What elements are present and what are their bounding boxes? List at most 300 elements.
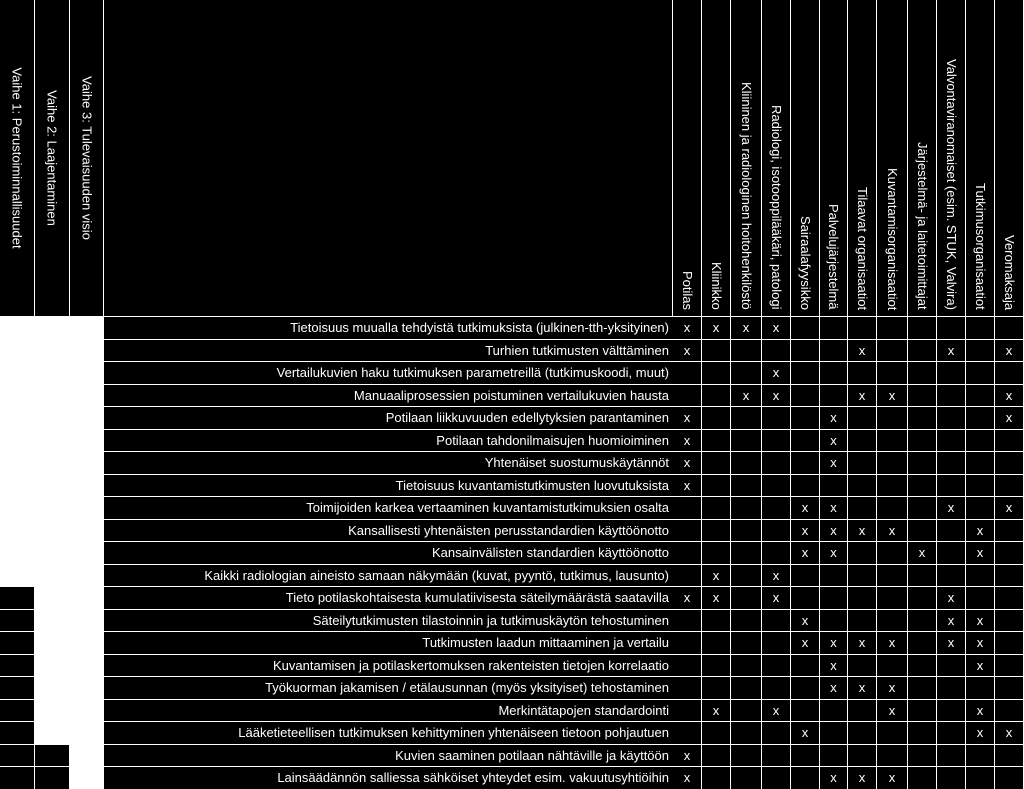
benefit-label: Kaikki radiologian aineisto samaan näkymään (kuvat, pyyntö, tutkimus, lausunto) [104,564,673,586]
matrix-cell [702,496,731,519]
phase-marker-2 [0,631,35,654]
matrix-cell [995,519,1024,541]
matrix-cell [937,766,966,789]
matrix-cell [791,406,820,429]
matrix-cell [673,699,702,721]
matrix-cell [848,541,877,564]
matrix-cell [762,609,791,631]
stakeholder-header-3 [731,0,762,316]
matrix-cell [966,316,995,339]
matrix-cell [908,429,937,451]
matrix-cell [791,316,820,339]
matrix-cell: x [731,384,762,406]
matrix-cell [908,339,937,361]
matrix-cell [731,654,762,676]
matrix-cell [731,406,762,429]
matrix-cell [731,429,762,451]
matrix-cell [731,496,762,519]
matrix-cell [762,676,791,699]
matrix-cell [937,361,966,384]
matrix-cell [877,316,908,339]
benefit-label: Lääketieteellisen tutkimuksen kehittyminen yhtenäiseen tietoon pohjautuen [104,721,673,744]
matrix-cell [820,384,848,406]
matrix-cell [702,631,731,654]
matrix-cell [702,406,731,429]
matrix-cell: x [673,474,702,496]
matrix-cell [731,699,762,721]
matrix-cell [877,654,908,676]
matrix-cell [908,699,937,721]
matrix-cell [995,586,1024,609]
matrix-cell [995,564,1024,586]
matrix-cell [966,766,995,789]
matrix-cell: x [673,586,702,609]
matrix-cell: x [762,384,791,406]
matrix-cell [877,586,908,609]
matrix-cell: x [848,339,877,361]
benefit-header-blank [104,0,673,316]
matrix-cell [791,474,820,496]
stakeholder-header-11 [966,0,995,316]
matrix-cell [937,654,966,676]
matrix-cell [877,339,908,361]
matrix-cell: x [673,406,702,429]
stakeholder-header-label: Kuvantamisorganisaatiot [884,168,900,311]
matrix-cell [702,609,731,631]
matrix-cell [908,474,937,496]
matrix-cell [908,654,937,676]
matrix-cell: x [791,519,820,541]
matrix-cell: x [966,721,995,744]
benefit-label: Yhtenäiset suostumuskäytännöt [104,451,673,474]
matrix-cell [762,451,791,474]
benefit-label: Tietoisuus muualla tehdyistä tutkimuksista (julkinen-tth-yksityinen) [104,316,673,339]
matrix-cell [908,451,937,474]
matrix-cell: x [966,654,995,676]
matrix-cell [731,609,762,631]
matrix-cell [791,429,820,451]
benefit-label: Kuvien saaminen potilaan nähtäville ja käyttöön [104,744,673,766]
benefit-label: Tieto potilaskohtaisesta kumulatiivisesta säteilymäärästä saatavilla [104,586,673,609]
matrix-cell: x [702,316,731,339]
matrix-cell [820,586,848,609]
matrix-cell: x [848,676,877,699]
matrix-cell [995,541,1024,564]
phase-marker-2 [0,676,35,699]
phase-header-2-label: Vaihe 2: Laajentaminen [44,90,60,226]
matrix-cell: x [937,586,966,609]
matrix-cell [702,361,731,384]
matrix-cell [966,676,995,699]
stakeholder-header-6 [820,0,848,316]
matrix-cell [908,316,937,339]
matrix-cell [820,721,848,744]
matrix-cell: x [995,496,1024,519]
matrix-cell [702,429,731,451]
benefit-label: Potilaan liikkuvuuden edellytyksien parantaminen [104,406,673,429]
matrix-cell [908,609,937,631]
matrix-cell [937,451,966,474]
matrix-cell [820,744,848,766]
phase-marker-2 [0,654,35,676]
matrix-cell [848,654,877,676]
matrix-cell: x [791,631,820,654]
matrix-cell [673,721,702,744]
matrix-cell: x [966,609,995,631]
matrix-cell [877,406,908,429]
matrix-cell [673,654,702,676]
phase-header-3-label: Vaihe 3: Tulevaisuuden visio [79,76,94,240]
matrix-cell [877,609,908,631]
matrix-cell: x [702,699,731,721]
matrix-cell [908,496,937,519]
matrix-cell: x [791,721,820,744]
matrix-cell [702,451,731,474]
matrix-cell: x [877,519,908,541]
matrix-cell [995,676,1024,699]
matrix-cell [966,451,995,474]
matrix-cell [702,384,731,406]
matrix-cell [791,699,820,721]
matrix-cell [937,744,966,766]
matrix-cell: x [820,451,848,474]
matrix-cell [877,451,908,474]
matrix-cell: x [877,766,908,789]
matrix-cell: x [877,676,908,699]
matrix-cell [791,361,820,384]
matrix-cell [848,429,877,451]
matrix-cell [995,631,1024,654]
stakeholder-header-label: Potilas [679,271,695,311]
matrix-cell [877,496,908,519]
phase-marker-3 [0,744,35,766]
stakeholder-header-label: Kliinikko [708,262,724,310]
matrix-cell: x [908,541,937,564]
matrix-cell [966,406,995,429]
matrix-cell: x [762,316,791,339]
matrix-cell [702,676,731,699]
matrix-cell [673,541,702,564]
matrix-cell [877,474,908,496]
matrix-cell [937,384,966,406]
matrix-cell [791,586,820,609]
matrix-cell [731,586,762,609]
benefit-label: Toimijoiden karkea vertaaminen kuvantamistutkimuksien osalta [104,496,673,519]
matrix-cell: x [966,519,995,541]
matrix-cell [937,316,966,339]
benefit-label: Vertailukuvien haku tutkimuksen parametreillä (tutkimuskoodi, muut) [104,361,673,384]
matrix-cell [820,361,848,384]
stakeholder-header-label: Palvelujärjestelmä [826,204,841,310]
matrix-cell [995,316,1024,339]
matrix-cell [937,541,966,564]
matrix-cell [731,519,762,541]
matrix-cell [937,429,966,451]
matrix-cell [908,766,937,789]
matrix-cell [966,339,995,361]
matrix-cell: x [702,564,731,586]
stakeholder-header-label: Valvontaviranomaiset (esim. STUK, Valvira) [943,59,959,310]
phase-marker-2 [0,721,35,744]
matrix-cell [762,631,791,654]
matrix-cell [995,744,1024,766]
matrix-cell [937,676,966,699]
matrix-cell: x [848,384,877,406]
matrix-cell: x [673,339,702,361]
matrix-cell [820,699,848,721]
matrix-cell: x [762,564,791,586]
matrix-cell [966,361,995,384]
benefit-label: Kansainvälisten standardien käyttöönotto [104,541,673,564]
matrix-cell: x [877,631,908,654]
matrix-cell [908,631,937,654]
stakeholder-header-8 [877,0,908,316]
matrix-cell [995,429,1024,451]
matrix-cell: x [820,429,848,451]
benefit-label: Merkintätapojen standardointi [104,699,673,721]
matrix-cell: x [820,519,848,541]
matrix-cell [820,609,848,631]
matrix-cell [937,564,966,586]
matrix-cell [702,744,731,766]
matrix-cell: x [820,406,848,429]
matrix-cell [762,474,791,496]
matrix-cell: x [673,316,702,339]
matrix-cell [731,766,762,789]
matrix-cell [791,339,820,361]
matrix-cell [762,721,791,744]
matrix-cell [966,429,995,451]
matrix-cell: x [762,361,791,384]
matrix-cell [673,564,702,586]
matrix-cell [908,721,937,744]
matrix-cell [673,609,702,631]
matrix-cell: x [966,631,995,654]
stakeholder-header-2 [702,0,731,316]
phase-marker-3 [35,766,70,789]
matrix-cell [848,316,877,339]
matrix-cell [820,474,848,496]
matrix-cell [731,631,762,654]
matrix-cell: x [820,766,848,789]
matrix-cell [791,384,820,406]
matrix-cell [848,699,877,721]
matrix-cell [848,496,877,519]
stakeholder-header-10 [937,0,966,316]
matrix-cell [702,474,731,496]
matrix-cell [762,744,791,766]
matrix-cell [731,339,762,361]
matrix-cell: x [791,609,820,631]
matrix-cell: x [877,384,908,406]
matrix-cell [937,406,966,429]
stakeholder-header-7 [848,0,877,316]
stakeholder-header-label: Sairaalafyysikko [797,216,813,310]
matrix-cell [995,654,1024,676]
matrix-cell [908,586,937,609]
matrix-cell [702,654,731,676]
matrix-cell [877,564,908,586]
matrix-cell [673,631,702,654]
matrix-cell [995,609,1024,631]
matrix-cell [762,406,791,429]
matrix-cell [762,496,791,519]
stakeholder-header-label: Radiologi, isotooppilääkäri, patologi [768,105,784,310]
matrix-cell [937,699,966,721]
matrix-cell [791,676,820,699]
phase-header-3 [70,0,104,316]
matrix-cell [848,564,877,586]
matrix-cell [877,744,908,766]
matrix-cell: x [791,496,820,519]
matrix-cell [762,519,791,541]
matrix-cell [848,406,877,429]
stakeholder-header-label: Kliininen ja radiologinen hoitohenkilöstö [738,82,754,310]
matrix-cell [820,564,848,586]
matrix-cell: x [791,541,820,564]
benefit-label: Tietoisuus kuvantamistutkimusten luovutuksista [104,474,673,496]
matrix-cell: x [848,766,877,789]
matrix-cell [791,564,820,586]
matrix-cell [673,496,702,519]
matrix-cell [702,339,731,361]
matrix-cell [848,586,877,609]
matrix-cell [731,474,762,496]
matrix-cell [908,406,937,429]
matrix-cell [848,744,877,766]
phase-marker-2 [0,586,35,609]
matrix-cell [908,676,937,699]
matrix-cell [702,766,731,789]
benefit-label: Lainsäädännön salliessa sähköiset yhteydet esim. vakuutusyhtiöihin [104,766,673,789]
matrix-cell [702,721,731,744]
matrix-cell: x [820,654,848,676]
matrix-cell: x [673,429,702,451]
matrix-cell [673,519,702,541]
benefit-label: Kuvantamisen ja potilaskertomuksen rakenteisten tietojen korrelaatio [104,654,673,676]
matrix-cell: x [673,451,702,474]
matrix-cell: x [673,744,702,766]
matrix-cell [966,474,995,496]
stakeholder-header-label: Tutkimusorganisaatiot [972,183,988,310]
matrix-cell [995,451,1024,474]
matrix-cell [877,361,908,384]
matrix-cell [791,451,820,474]
matrix-cell [908,519,937,541]
matrix-cell [966,564,995,586]
matrix-cell: x [995,384,1024,406]
matrix-cell [995,699,1024,721]
stakeholder-header-12 [995,0,1024,316]
matrix-cell [731,744,762,766]
benefit-label: Säteilytutkimusten tilastoinnin ja tutkimuskäytön tehostuminen [104,609,673,631]
matrix-cell: x [848,519,877,541]
matrix-cell [673,384,702,406]
matrix-cell [877,721,908,744]
stakeholder-header-label: Tilaavat organisaatiot [854,187,870,311]
matrix-cell [995,766,1024,789]
matrix-cell: x [937,339,966,361]
matrix-cell: x [937,496,966,519]
matrix-cell [791,744,820,766]
matrix-cell: x [937,631,966,654]
matrix-cell [877,429,908,451]
phase-header-2 [35,0,70,316]
matrix-cell [937,474,966,496]
matrix-cell [966,586,995,609]
phase-marker-2 [0,609,35,631]
matrix-cell: x [995,406,1024,429]
stakeholder-header-5 [791,0,820,316]
matrix-cell [937,721,966,744]
phase-header-1-label: Vaihe 1: Perustoiminnallisuudet [9,67,25,249]
matrix-cell [877,541,908,564]
matrix-cell [762,429,791,451]
matrix-cell [762,339,791,361]
matrix-cell [908,384,937,406]
matrix-cell: x [848,631,877,654]
matrix-cell: x [673,766,702,789]
matrix-cell [848,451,877,474]
matrix-cell: x [820,631,848,654]
matrix-cell [995,361,1024,384]
matrix-cell [848,361,877,384]
matrix-cell: x [937,609,966,631]
matrix-cell [820,339,848,361]
matrix-cell [820,316,848,339]
matrix-cell [731,564,762,586]
matrix-cell [908,564,937,586]
matrix-cell [762,541,791,564]
matrix-cell: x [995,721,1024,744]
matrix-cell [848,721,877,744]
matrix-cell [908,361,937,384]
stakeholder-header-label: Järjestelmä- ja laitetoimittajat [914,142,930,310]
phase-marker-3 [0,766,35,789]
matrix-cell: x [820,676,848,699]
matrix-cell [731,721,762,744]
matrix-cell [908,744,937,766]
matrix-cell: x [762,699,791,721]
matrix-cell [937,519,966,541]
benefit-label: Tutkimusten laadun mittaaminen ja vertailu [104,631,673,654]
benefit-label: Turhien tutkimusten välttäminen [104,339,673,361]
matrix-cell [791,766,820,789]
matrix-cell [762,766,791,789]
benefit-label: Kansallisesti yhtenäisten perusstandardien käyttöönotto [104,519,673,541]
matrix-cell [731,361,762,384]
stakeholder-header-9 [908,0,937,316]
matrix-cell [995,474,1024,496]
matrix-cell [702,541,731,564]
matrix-cell: x [877,699,908,721]
matrix-cell [673,676,702,699]
matrix-cell: x [820,496,848,519]
phase-header-1 [0,0,35,316]
matrix-cell [673,361,702,384]
matrix-cell [791,654,820,676]
matrix-cell [702,519,731,541]
matrix-cell [966,384,995,406]
matrix-cell: x [731,316,762,339]
matrix-cell [848,609,877,631]
matrix-cell [731,541,762,564]
benefit-label: Potilaan tahdonilmaisujen huomioiminen [104,429,673,451]
stakeholder-header-4 [762,0,791,316]
matrix-cell [731,676,762,699]
matrix-cell [762,654,791,676]
matrix-cell [731,451,762,474]
